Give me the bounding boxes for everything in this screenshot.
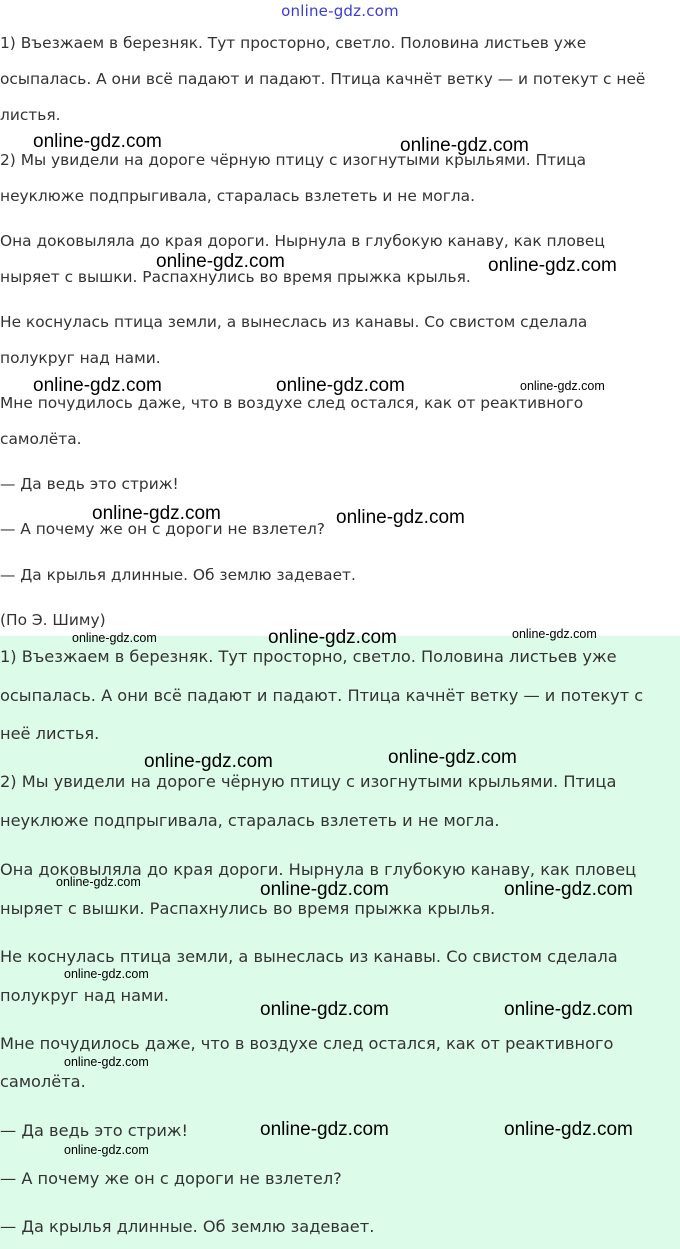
text-line: ныряет с вышки. Распахнулись во время прыжка крылья. [0,268,471,286]
text-line: 2) Мы увидели на дороге чёрную птицу с изогнутыми крыльями. Птица [0,151,587,169]
site-header-link[interactable]: online-gdz.com [281,2,399,20]
text-line: неуклюже подпрыгивала, старалась взлететь и не могла. [0,187,475,205]
watermark: online-gdz.com [488,255,617,276]
watermark: online-gdz.com [336,507,465,528]
watermark: online-gdz.com [260,999,389,1020]
text-line: — Да крылья длинные. Об землю задевает. [0,566,356,584]
watermark: online-gdz.com [388,747,517,768]
text-line: Она доковыляла до края дороги. Нырнула в глубокую канаву, как пловец [0,860,637,879]
watermark: online-gdz.com [260,879,389,900]
watermark: online-gdz.com [64,1055,149,1069]
watermark: online-gdz.com [33,375,162,396]
answer-text-block [0,636,680,1249]
watermark: online-gdz.com [64,1143,149,1157]
watermark: online-gdz.com [92,503,221,524]
text-line: 1) Въезжаем в березняк. Тут просторно, светло. Половина листьев уже [0,34,587,52]
source-attribution: (По Э. Шиму) [0,611,106,629]
text-line: самолёта. [0,1072,86,1091]
watermark: online-gdz.com [400,135,529,156]
text-line: осыпалась. А они всё падают и падают. Птица качнёт ветку — и потекут с [0,686,644,705]
text-line: неё листья. [0,724,100,743]
watermark: online-gdz.com [504,999,633,1020]
text-line: 1) Въезжаем в березняк. Тут просторно, светло. Половина листьев уже [0,647,617,666]
watermark: online-gdz.com [156,251,285,272]
text-line: листья. [0,106,61,124]
text-line: самолёта. [0,430,82,448]
text-line: осыпалась. А они всё падают и падают. Птица качнёт ветку — и потекут с неё [0,70,646,88]
watermark: online-gdz.com [268,627,397,648]
text-line: ныряет с вышки. Распахнулись во время прыжка крылья. [0,899,496,918]
watermark: online-gdz.com [276,375,405,396]
watermark: online-gdz.com [504,879,633,900]
text-line: — А почему же он с дороги не взлетел? [0,1169,342,1188]
watermark: online-gdz.com [520,379,605,393]
text-line: — Да ведь это стриж! [0,475,179,493]
text-line: 2) Мы увидели на дороге чёрную птицу с изогнутыми крыльями. Птица [0,772,617,791]
text-line: Она доковыляла до края дороги. Нырнула в глубокую канаву, как пловец [0,232,605,250]
text-line: — Да крылья длинные. Об землю задевает. [0,1217,375,1236]
text-line: полукруг над нами. [0,986,169,1005]
watermark: online-gdz.com [72,631,157,645]
watermark: online-gdz.com [144,751,273,772]
text-line: неуклюже подпрыгивала, старалась взлететь и не могла. [0,811,500,830]
watermark: online-gdz.com [56,875,141,889]
watermark: online-gdz.com [512,627,597,641]
watermark: online-gdz.com [504,1119,633,1140]
text-line: Мне почудилось даже, что в воздухе след остался, как от реактивного [0,1034,614,1053]
text-line: Не коснулась птица земли, а вынеслась из канавы. Со свистом сделала [0,947,618,966]
text-line: полукруг над нами. [0,349,161,367]
text-line: — Да ведь это стриж! [0,1121,188,1140]
text-line: Не коснулась птица земли, а вынеслась из канавы. Со свистом сделала [0,313,588,331]
watermark: online-gdz.com [260,1119,389,1140]
watermark: online-gdz.com [64,967,149,981]
watermark: online-gdz.com [33,131,162,152]
text-line: — А почему же он с дороги не взлетел? [0,520,325,538]
text-line: Мне почудилось даже, что в воздухе след остался, как от реактивного [0,394,584,412]
